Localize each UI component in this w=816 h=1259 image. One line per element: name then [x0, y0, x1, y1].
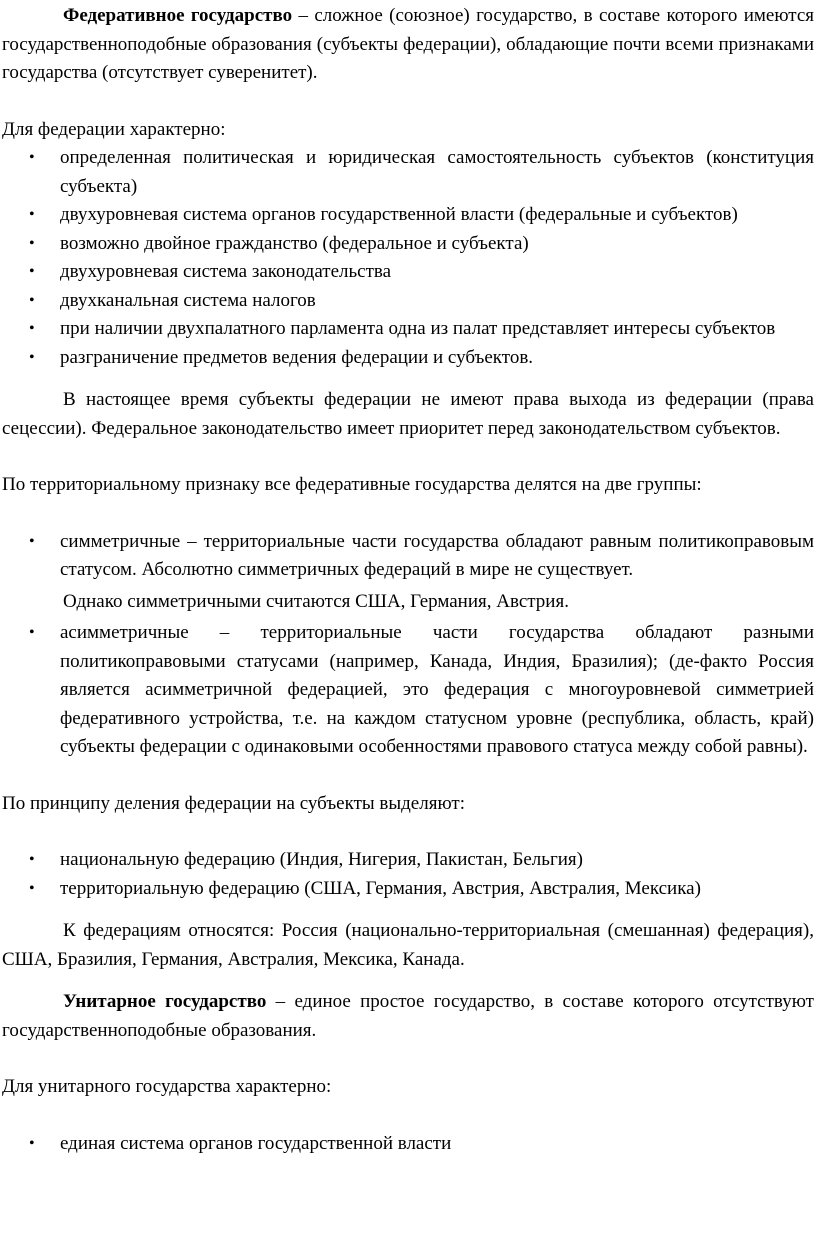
list-item-text: единая система органов государственной власти	[60, 1132, 452, 1154]
list-item	[2, 528, 814, 585]
list-item	[2, 144, 814, 201]
bullet-icon: •	[29, 263, 35, 280]
list-item	[2, 619, 814, 762]
list-item	[2, 258, 814, 287]
list-item-text: двухуровневая система органов государственной власти (федеральные и субъектов)	[60, 204, 738, 225]
bullet-icon: •	[29, 320, 35, 337]
division-types-list	[2, 846, 814, 903]
secession-paragraph: В настоящее время субъекты федерации не имеют права выхода из федерации (права сецессии). Федеральное законодательство имеет приоритет перед законодательством субъектов.	[2, 389, 814, 439]
asymmetric-text: асимметричные – территориальные части государства обладают разными политикоправовыми статусами (например, Канада, Индия, Бразилия); (де-факто Россия является асимметричной федерацией, это федерация с многоуровневой симметрией федеративного устройства, т.е. на каждом статусном уровне (республика, область, край) субъекты федерации с одинаковыми особенностями правового статуса между собой равны).	[60, 622, 814, 757]
symmetric-note: Однако симметричными считаются США, Германия, Австрия.	[63, 590, 569, 612]
federal-definition-paragraph	[2, 2, 814, 88]
list-item	[2, 201, 814, 230]
bullet-icon: •	[29, 291, 35, 309]
unitary-term: Унитарное государство	[63, 991, 267, 1012]
list-item	[2, 875, 814, 904]
territorial-intro: По территориальному признаку все федеративные государства делятся на две группы:	[2, 474, 702, 495]
federal-term: Федеративное государство	[63, 5, 293, 26]
federal-definition: – сложное (союзное) государство, в составе которого имеются государственноподобные образования (субъекты федерации), обладающие почти всеми признаками государства (отсутствует суверенитет).	[2, 5, 814, 83]
division-intro: По принципу деления федерации на субъекты выделяют:	[2, 792, 465, 814]
bullet-icon: •	[29, 532, 35, 550]
list-item	[2, 344, 814, 373]
federal-features-list	[2, 144, 814, 372]
list-item	[2, 846, 814, 875]
symmetric-text: симметричные – территориальные части государства обладают равным политикоправовым статусом. Абсолютно симметричных федераций в мире не существует.	[60, 530, 814, 580]
bullet-icon: •	[29, 206, 35, 223]
list-item	[2, 1130, 814, 1159]
list-item-text: при наличии двухпалатного парламента одна из палат представляет интересы субъектов	[60, 318, 776, 339]
asymmetric-list	[2, 619, 814, 762]
list-item-text: двухканальная система налогов	[60, 289, 316, 311]
bullet-icon: •	[29, 851, 35, 868]
list-item	[2, 315, 814, 344]
unitary-features-intro: Для унитарного государства характерно:	[2, 1076, 332, 1097]
unitary-features-list	[2, 1130, 814, 1159]
list-item-text: национальную федерацию (Индия, Нигерия, Пакистан, Бельгия)	[60, 849, 583, 870]
unitary-definition: – единое простое государство, в составе которого отсутствуют государственноподобные образования.	[2, 991, 814, 1041]
list-item	[2, 287, 814, 316]
bullet-icon: •	[29, 879, 35, 897]
unitary-definition-paragraph	[2, 988, 814, 1045]
federation-examples-paragraph: К федерациям относятся: Россия (национально-территориальная (смешанная) федерация), США, Бразилия, Германия, Австралия, Мексика, Канада.	[2, 920, 814, 970]
bullet-icon: •	[29, 624, 35, 641]
list-item-text: определенная политическая и юридическая самостоятельность субъектов (конституция субъекта)	[60, 147, 814, 197]
bullet-icon: •	[29, 1134, 35, 1152]
federal-features-intro: Для федерации характерно:	[2, 118, 226, 140]
list-item	[2, 230, 814, 259]
list-item-text: двухуровневая система законодательства	[60, 261, 392, 282]
list-item-text: территориальную федерацию (США, Германия, Австрия, Австралия, Мексика)	[60, 877, 701, 899]
territorial-groups-list	[2, 528, 814, 585]
bullet-icon: •	[29, 234, 35, 252]
list-item-text: возможно двойное гражданство (федеральное и субъекта)	[60, 232, 529, 254]
bullet-icon: •	[29, 149, 35, 166]
bullet-icon: •	[29, 348, 35, 366]
list-item-text: разграничение предметов ведения федерации и субъектов.	[60, 346, 534, 368]
